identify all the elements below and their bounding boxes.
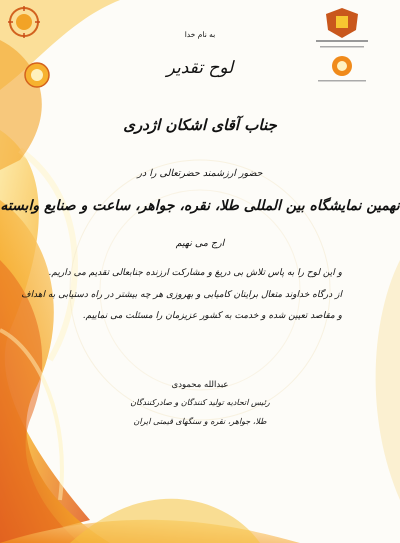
signatory-title: رئیس اتحادیه تولید کنندگان و صادرکنندگان	[130, 398, 270, 407]
body-line: از درگاه خداوند متعال برایتان کامیابی و بهروزی هر چه بیشتر در راه دستیابی به اهداف	[21, 290, 342, 300]
recipient-name: جناب آقای اشکان اژدری	[123, 116, 277, 134]
body-line: و مقاصد تعیین شده و خدمت به کشور عزیزمان را مسئلت می نماییم.	[82, 311, 342, 321]
appreciation-line: ارج می نهیم	[175, 238, 225, 249]
attendance-line: حضور ارزشمند حضرتعالی را در	[137, 168, 263, 179]
signatory-name: عبدالله محمودی	[171, 380, 229, 390]
event-name: نهمین نمایشگاه بین المللی طلا، نقره، جواهر، ساعت و صنایع وابسته	[0, 198, 400, 214]
signatory-organization: طلا، جواهر، نقره و سنگهای قیمتی ایران	[133, 417, 267, 426]
body-line: و این لوح را به پاس تلاش بی دریغ و مشارکت ارزنده جنابعالی تقدیم می داریم.	[48, 268, 342, 278]
certificate-title: لوح تقدیر	[166, 58, 234, 78]
invocation-text: به نام خدا	[184, 30, 216, 39]
